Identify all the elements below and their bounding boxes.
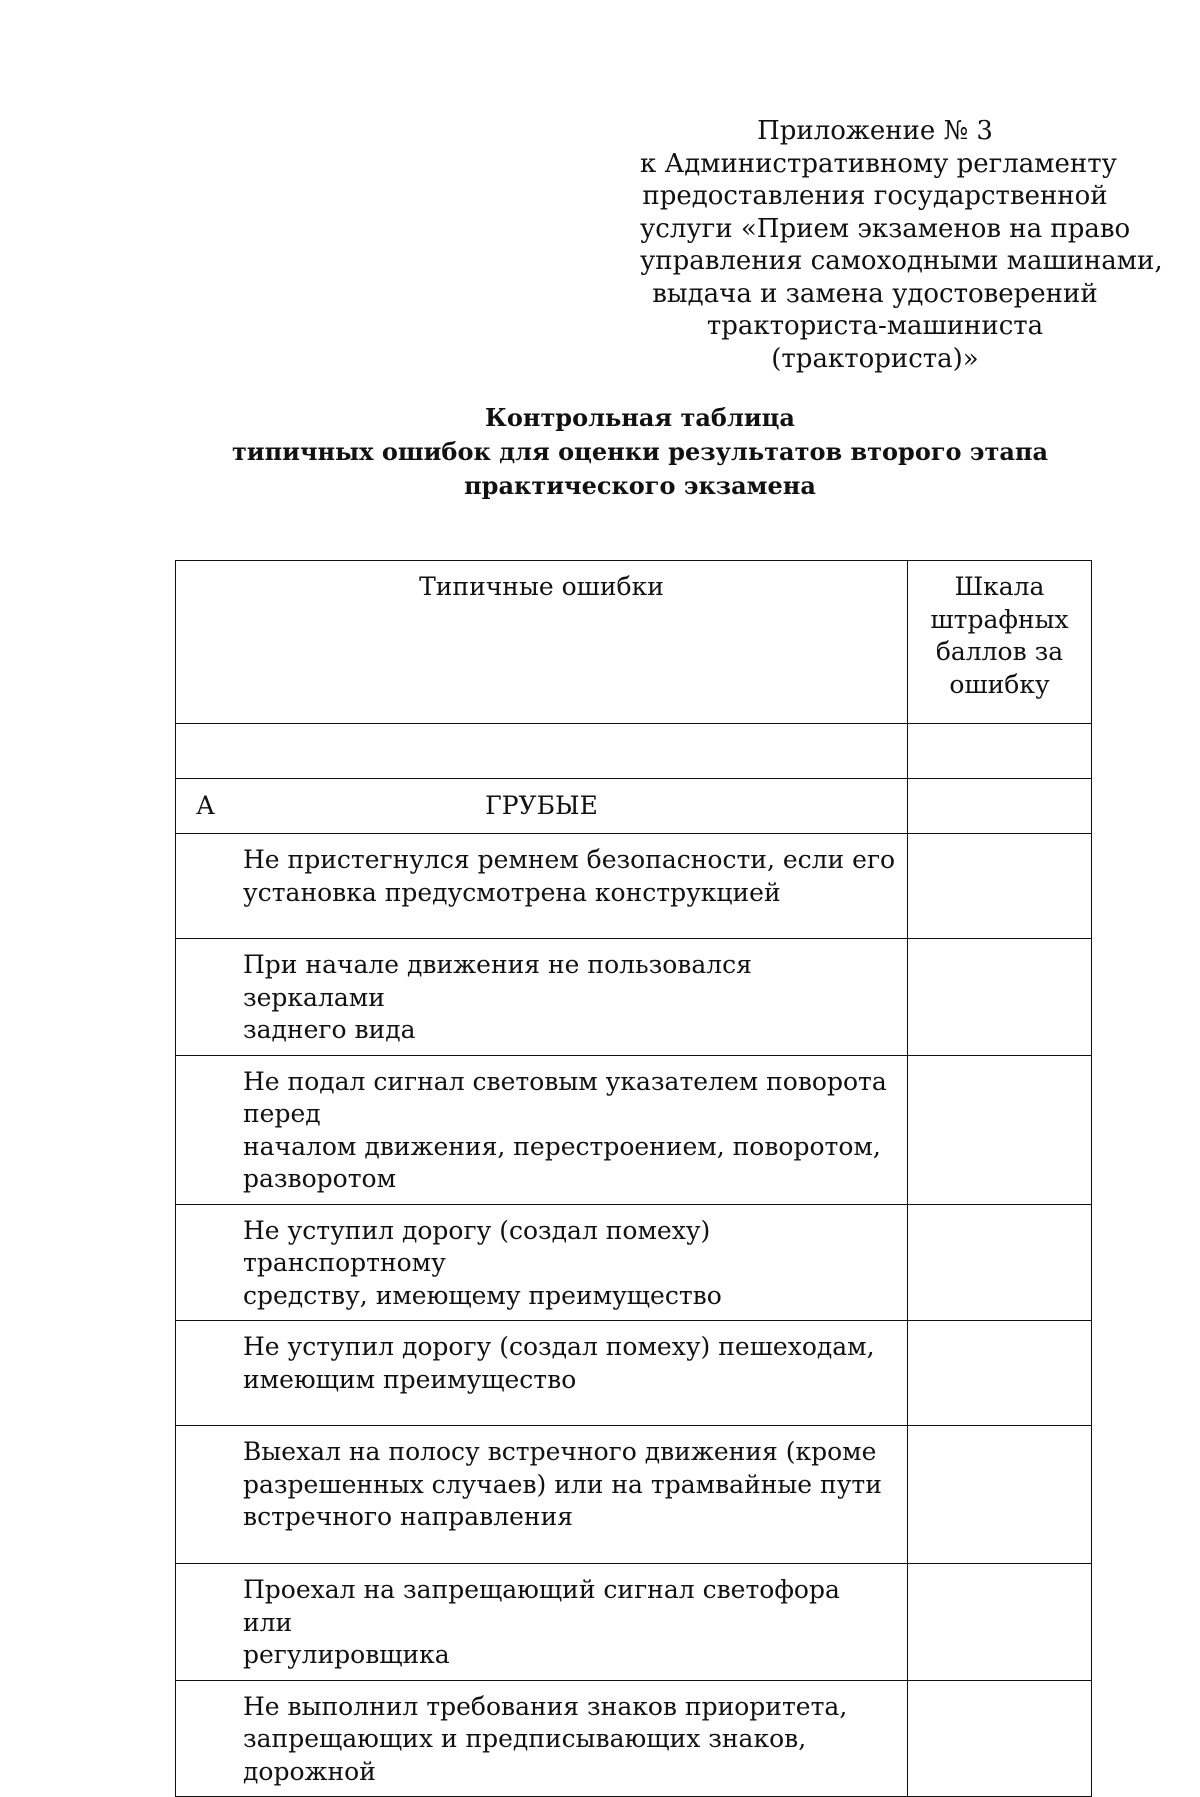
header-score-line: Шкала (954, 572, 1045, 601)
score-cell (908, 1680, 1092, 1797)
document-title (160, 401, 1120, 503)
header-score-cell (908, 561, 1092, 724)
table-row (176, 1426, 1092, 1564)
error-line: заднего вида (243, 1015, 416, 1044)
title-line: практического экзамена (464, 471, 816, 500)
section-name: ГРУБЫЕ (485, 791, 598, 820)
error-line: запрещающих и предписывающих знаков, дорожной (243, 1724, 807, 1786)
score-cell (908, 1564, 1092, 1681)
score-cell (908, 1204, 1092, 1321)
table-row (176, 1564, 1092, 1681)
error-description (176, 939, 908, 1056)
error-description (176, 1204, 908, 1321)
error-line: Не пристегнулся ремнем безопасности, если его (243, 845, 896, 874)
appendix-line: предоставления государственной (642, 181, 1108, 211)
table-row (176, 1055, 1092, 1204)
score-cell (908, 1321, 1092, 1426)
error-description (176, 834, 908, 939)
section-cell (176, 779, 908, 834)
appendix-line: услуги «Прием экзаменов на право (640, 213, 1131, 244)
table-row (176, 834, 1092, 939)
header-errors-label: Типичные ошибки (419, 572, 664, 601)
table-row (176, 939, 1092, 1056)
section-score-cell (908, 779, 1092, 834)
error-line: началом движения, перестроением, поворотом, (243, 1131, 881, 1161)
error-description (176, 1055, 908, 1204)
title-line: Контрольная таблица (485, 403, 795, 432)
header-score-line: штрафных (930, 604, 1069, 634)
error-line: имеющим преимущество (243, 1364, 577, 1394)
score-cell (908, 834, 1092, 939)
score-cell (908, 939, 1092, 1056)
error-line: Проехал на запрещающий сигнал светофора или (243, 1575, 840, 1637)
appendix-line: выдача и замена удостоверений (652, 278, 1098, 309)
error-line: средству, имеющему преимущество (243, 1280, 722, 1310)
appendix-line: управления самоходными машинами, (640, 246, 1163, 276)
error-line: Не уступил дорогу (создал помеху) транспортному (243, 1215, 711, 1277)
table-header-row (176, 561, 1092, 724)
error-line: установка предусмотрена конструкцией (243, 877, 781, 907)
score-cell (908, 1055, 1092, 1204)
errors-table (175, 560, 1092, 1797)
error-line: разворотом (243, 1164, 397, 1193)
section-letter: А (196, 791, 215, 820)
appendix-line: Приложение № 3 (757, 116, 993, 146)
error-line: Не уступил дорогу (создал помеху) пешеходам, (243, 1332, 875, 1361)
section-row (176, 779, 1092, 834)
error-line: разрешенных случаев) или на трамвайные пути (243, 1469, 882, 1499)
error-line: Выехал на полосу встречного движения (кроме (243, 1437, 877, 1466)
header-score-line: ошибку (949, 669, 1050, 699)
table-row (176, 1680, 1092, 1797)
error-line: встречного направления (243, 1502, 574, 1531)
header-errors-cell (176, 561, 908, 724)
empty-cell (176, 724, 908, 779)
title-line: типичных ошибок для оценки результатов второго этапа (231, 437, 1049, 466)
error-line: Не подал сигнал световым указателем поворота перед (243, 1066, 887, 1128)
error-description (176, 1426, 908, 1564)
error-line: Не выполнил требования знаков приоритета, (243, 1691, 848, 1721)
table-row (176, 1321, 1092, 1426)
table-row (176, 1204, 1092, 1321)
score-cell (908, 1426, 1092, 1564)
error-description (176, 1564, 908, 1681)
empty-score-cell (908, 724, 1092, 779)
header-score-line: баллов за (935, 637, 1064, 666)
appendix-line: к Административному регламенту (640, 148, 1117, 179)
appendix-line: тракториста-машиниста (706, 311, 1044, 341)
error-line: При начале движения не пользовался зеркалами (243, 950, 752, 1012)
appendix-header (640, 115, 1163, 375)
error-description (176, 1321, 908, 1426)
error-line: регулировщика (243, 1640, 450, 1669)
table-empty-row (176, 724, 1092, 779)
appendix-line: (тракториста)» (771, 343, 979, 374)
error-description (176, 1680, 908, 1797)
